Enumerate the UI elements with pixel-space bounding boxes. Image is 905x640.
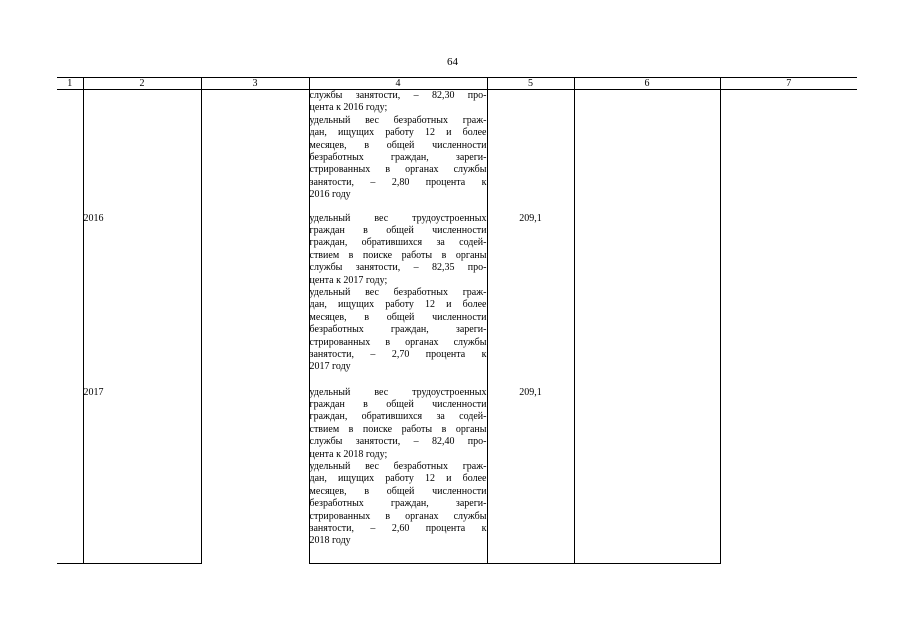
text-line: дан, ищущих работу 12 и более [309,299,487,311]
indicators-table [57,77,857,564]
column-header: 2 [83,78,201,90]
text-line: занятости, – 2,60 процента к [309,522,487,534]
year-cell [83,90,201,213]
text-line: стрированных в органах службы [309,336,487,348]
text-line: удельный вес безработных граж- [309,286,487,298]
text-line: дан, ищущих работу 12 и более [309,127,487,139]
text-line: цента к 2017 году; [309,274,388,286]
text-line: дан, ищущих работу 12 и более [309,473,487,485]
column-header: 7 [720,78,857,90]
text-line: безработных граждан, зареги- [309,324,487,336]
text-line: службы занятости, – 82,30 про- [309,90,487,101]
column-header: 5 [487,78,574,90]
indicator-text-cell [309,387,487,564]
col1-cell [57,387,83,564]
text-line: удельный вес трудоустроенных [309,212,487,224]
text-line: удельный вес трудоустроенных [309,386,487,398]
text-line: ствием в поиске работы в органы [309,423,487,435]
col3-cell [201,90,309,564]
text-line: месяцев, в общей численности [309,311,487,323]
year-cell: 2017 [83,387,201,564]
text-line: цента к 2016 году; [309,102,388,114]
page-number: 64 [447,56,458,68]
column-number-row [57,78,857,90]
col6-cell [574,387,720,564]
indicator-text-cell [309,213,487,387]
text-line: граждан в общей численности [309,398,487,410]
text-line: службы занятости, – 82,35 про- [309,262,487,274]
col7-cell [720,90,857,564]
text-line: 2016 году [309,189,351,201]
column-header: 4 [309,78,487,90]
text-line: стрированных в органах службы [309,164,487,176]
text-line: месяцев, в общей численности [309,485,487,497]
column-header: 1 [57,78,83,90]
text-line: цента к 2018 году; [309,448,388,460]
col1-cell [57,213,83,387]
text-line: удельный вес безработных граж- [309,460,487,472]
text-line: граждан в общей численности [309,224,487,236]
text-line: 2018 году [309,535,351,547]
year-cell: 2016 [83,213,201,387]
text-line: безработных граждан, зареги- [309,152,487,164]
text-line: службы занятости, – 82,40 про- [309,436,487,448]
text-line: стрированных в органах службы [309,510,487,522]
text-line: граждан, обратившихся за содей- [309,411,487,423]
text-line: месяцев, в общей численности [309,139,487,151]
col1-cell [57,90,83,213]
text-line: граждан, обратившихся за содей- [309,237,487,249]
value-cell: 209,1 [487,213,574,387]
col6-cell [574,90,720,387]
text-line: ствием в поиске работы в органы [309,249,487,261]
text-line: безработных граждан, зареги- [309,498,487,510]
value-cell [487,90,574,213]
text-line: удельный вес безработных граж- [309,114,487,126]
indicator-text-cell [309,90,487,213]
table-row [57,90,857,213]
column-header: 3 [201,78,309,90]
text-line: занятости, – 2,80 процента к [309,176,487,188]
text-line: 2017 году [309,361,351,373]
column-header: 6 [574,78,720,90]
text-line: занятости, – 2,70 процента к [309,348,487,360]
value-cell: 209,1 [487,387,574,564]
